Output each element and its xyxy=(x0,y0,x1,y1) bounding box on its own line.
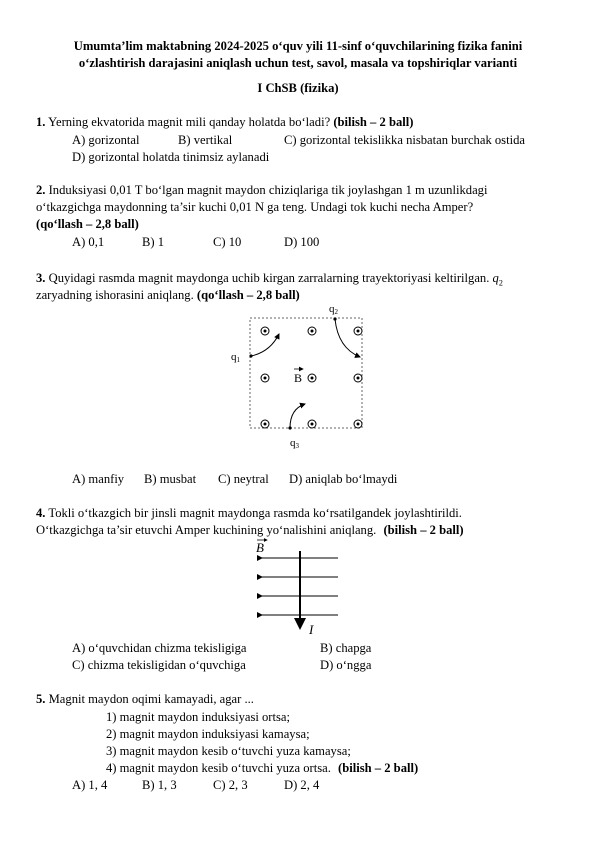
question-number: 5. xyxy=(36,692,46,706)
q2-option-a[interactable]: A) 0,1 xyxy=(72,235,105,249)
q5-item-2: 2) magnit maydon induksiyasi kamaysa; xyxy=(106,727,310,741)
question-body: Quyidagi rasmda magnit maydonga uchib kirgan zarralarning trayektoriyasi keltirilgan. xyxy=(48,271,490,285)
q5-option-b[interactable]: B) 1, 3 xyxy=(142,778,177,792)
question-number: 3. xyxy=(36,271,46,285)
field-points xyxy=(261,327,362,428)
field-point-icon xyxy=(308,374,316,382)
q2-option-b[interactable]: B) 1 xyxy=(142,235,165,249)
q2-option-c[interactable]: C) 10 xyxy=(213,235,242,249)
title-line-1: Umumta’lim maktabning 2024-2025 o‘quv yili 11-sinf o‘quvchilarining fizika fanini xyxy=(73,39,523,53)
question-1-text xyxy=(36,114,413,130)
ampere-force-figure xyxy=(250,536,340,640)
field-point-icon xyxy=(308,420,316,428)
q2-subscript: 2 xyxy=(498,278,503,288)
field-point-icon xyxy=(261,327,269,335)
question-2-line-2: o‘tkazgichga maydonning ta’sir kuchi 0,01 N ga teng. Undagi tok kuchi necha Amper? xyxy=(36,200,474,214)
label-B: B xyxy=(256,540,264,555)
question-body: zaryadning ishorasini aniqlang. xyxy=(36,288,194,302)
q5-option-d[interactable]: D) 2, 4 xyxy=(284,778,320,792)
particle-q3-dot xyxy=(288,426,291,429)
label-I: I xyxy=(309,622,314,637)
field-point-icon xyxy=(354,420,362,428)
question-3-line-1 xyxy=(36,270,503,286)
field-point-icon xyxy=(261,374,269,382)
question-level: (bilish – 2 ball) xyxy=(383,523,464,537)
q3-option-d[interactable]: D) aniqlab bo‘lmaydi xyxy=(289,472,398,486)
q5-item-4: 4) magnit maydon kesib o‘tuvchi yuza ortsa. xyxy=(106,761,331,775)
q1-option-c[interactable]: C) gorizontal tekislikka nisbatan burchak ostida xyxy=(284,133,525,147)
particle-q1-dot xyxy=(249,354,252,357)
q4-option-a[interactable]: A) o‘quvchidan chizma tekisligiga xyxy=(72,641,247,655)
question-2-line-1 xyxy=(36,182,487,198)
q2-symbol: q xyxy=(492,271,499,285)
particle-q2-dot xyxy=(333,317,336,320)
q5-item-3: 3) magnit maydon kesib o‘tuvchi yuza kamaysa; xyxy=(106,744,351,758)
title-line-2: o‘zlashtirish darajasini aniqlash uchun test, savol, masala va topshiriqlar varianti xyxy=(78,56,518,70)
q4-option-b[interactable]: B) chapga xyxy=(320,641,372,655)
question-level: (bilish – 2 ball) xyxy=(338,761,419,775)
question-body: Induksiyasi 0,01 T bo‘lgan magnit maydon chiziqlariga tik joylashgan 1 m uzunlikdagi xyxy=(48,183,488,197)
label-B: B xyxy=(294,371,303,385)
q3-option-c[interactable]: C) neytral xyxy=(218,472,269,486)
field-point-icon xyxy=(354,327,362,335)
label-q1: q1 xyxy=(231,351,240,364)
q2-option-d[interactable]: D) 100 xyxy=(284,235,320,249)
question-2-level: (qo‘llash – 2,8 ball) xyxy=(36,217,139,231)
q5-option-c[interactable]: C) 2, 3 xyxy=(213,778,248,792)
trajectory-q3 xyxy=(290,404,305,428)
q5-item-4-row xyxy=(106,760,418,776)
question-5-text xyxy=(36,691,254,707)
field-point-icon xyxy=(308,327,316,335)
q5-option-a[interactable]: A) 1, 4 xyxy=(72,778,108,792)
trajectory-q2 xyxy=(335,319,360,357)
field-point-icon xyxy=(354,374,362,382)
question-body: O‘tkazgichga ta’sir etuvchi Amper kuchining yo‘nalishini aniqlang. xyxy=(36,523,377,537)
question-4-line-1 xyxy=(36,505,462,521)
q1-option-a[interactable]: A) gorizontal xyxy=(72,133,140,147)
q4-option-d[interactable]: D) o‘ngga xyxy=(320,658,372,672)
magnetic-field-trajectory-figure xyxy=(220,300,380,455)
question-number: 4. xyxy=(36,506,46,520)
question-number: 1. xyxy=(36,115,46,129)
field-point-icon xyxy=(261,420,269,428)
trajectory-q1 xyxy=(251,334,279,356)
question-body: Magnit maydon oqimi kamayadi, agar ... xyxy=(48,692,254,706)
q1-option-b[interactable]: B) vertikal xyxy=(178,133,233,147)
question-body: Tokli o‘tkazgich bir jinsli magnit maydonga rasmda ko‘rsatilgandek joylashtirildi. xyxy=(48,506,462,520)
label-q3: q3 xyxy=(290,437,299,450)
question-level: (bilish – 2 ball) xyxy=(333,115,414,129)
question-level: (qo‘llash – 2,8 ball) xyxy=(196,288,300,302)
q5-item-1: 1) magnit maydon induksiyasi ortsa; xyxy=(106,710,290,724)
question-body: Yerning ekvatorida magnit mili qanday holatda bo‘ladi? xyxy=(48,115,331,129)
subtitle: I ChSB (fizika) xyxy=(257,81,339,95)
q3-option-b[interactable]: B) musbat xyxy=(144,472,197,486)
q3-option-a[interactable]: A) manfiy xyxy=(72,472,125,486)
q4-option-c[interactable]: C) chizma tekisligidan o‘quvchiga xyxy=(72,658,246,672)
q1-option-d[interactable]: D) gorizontal holatda tinimsiz aylanadi xyxy=(72,150,270,164)
question-number: 2. xyxy=(36,183,46,197)
label-q2: q2 xyxy=(329,303,338,316)
